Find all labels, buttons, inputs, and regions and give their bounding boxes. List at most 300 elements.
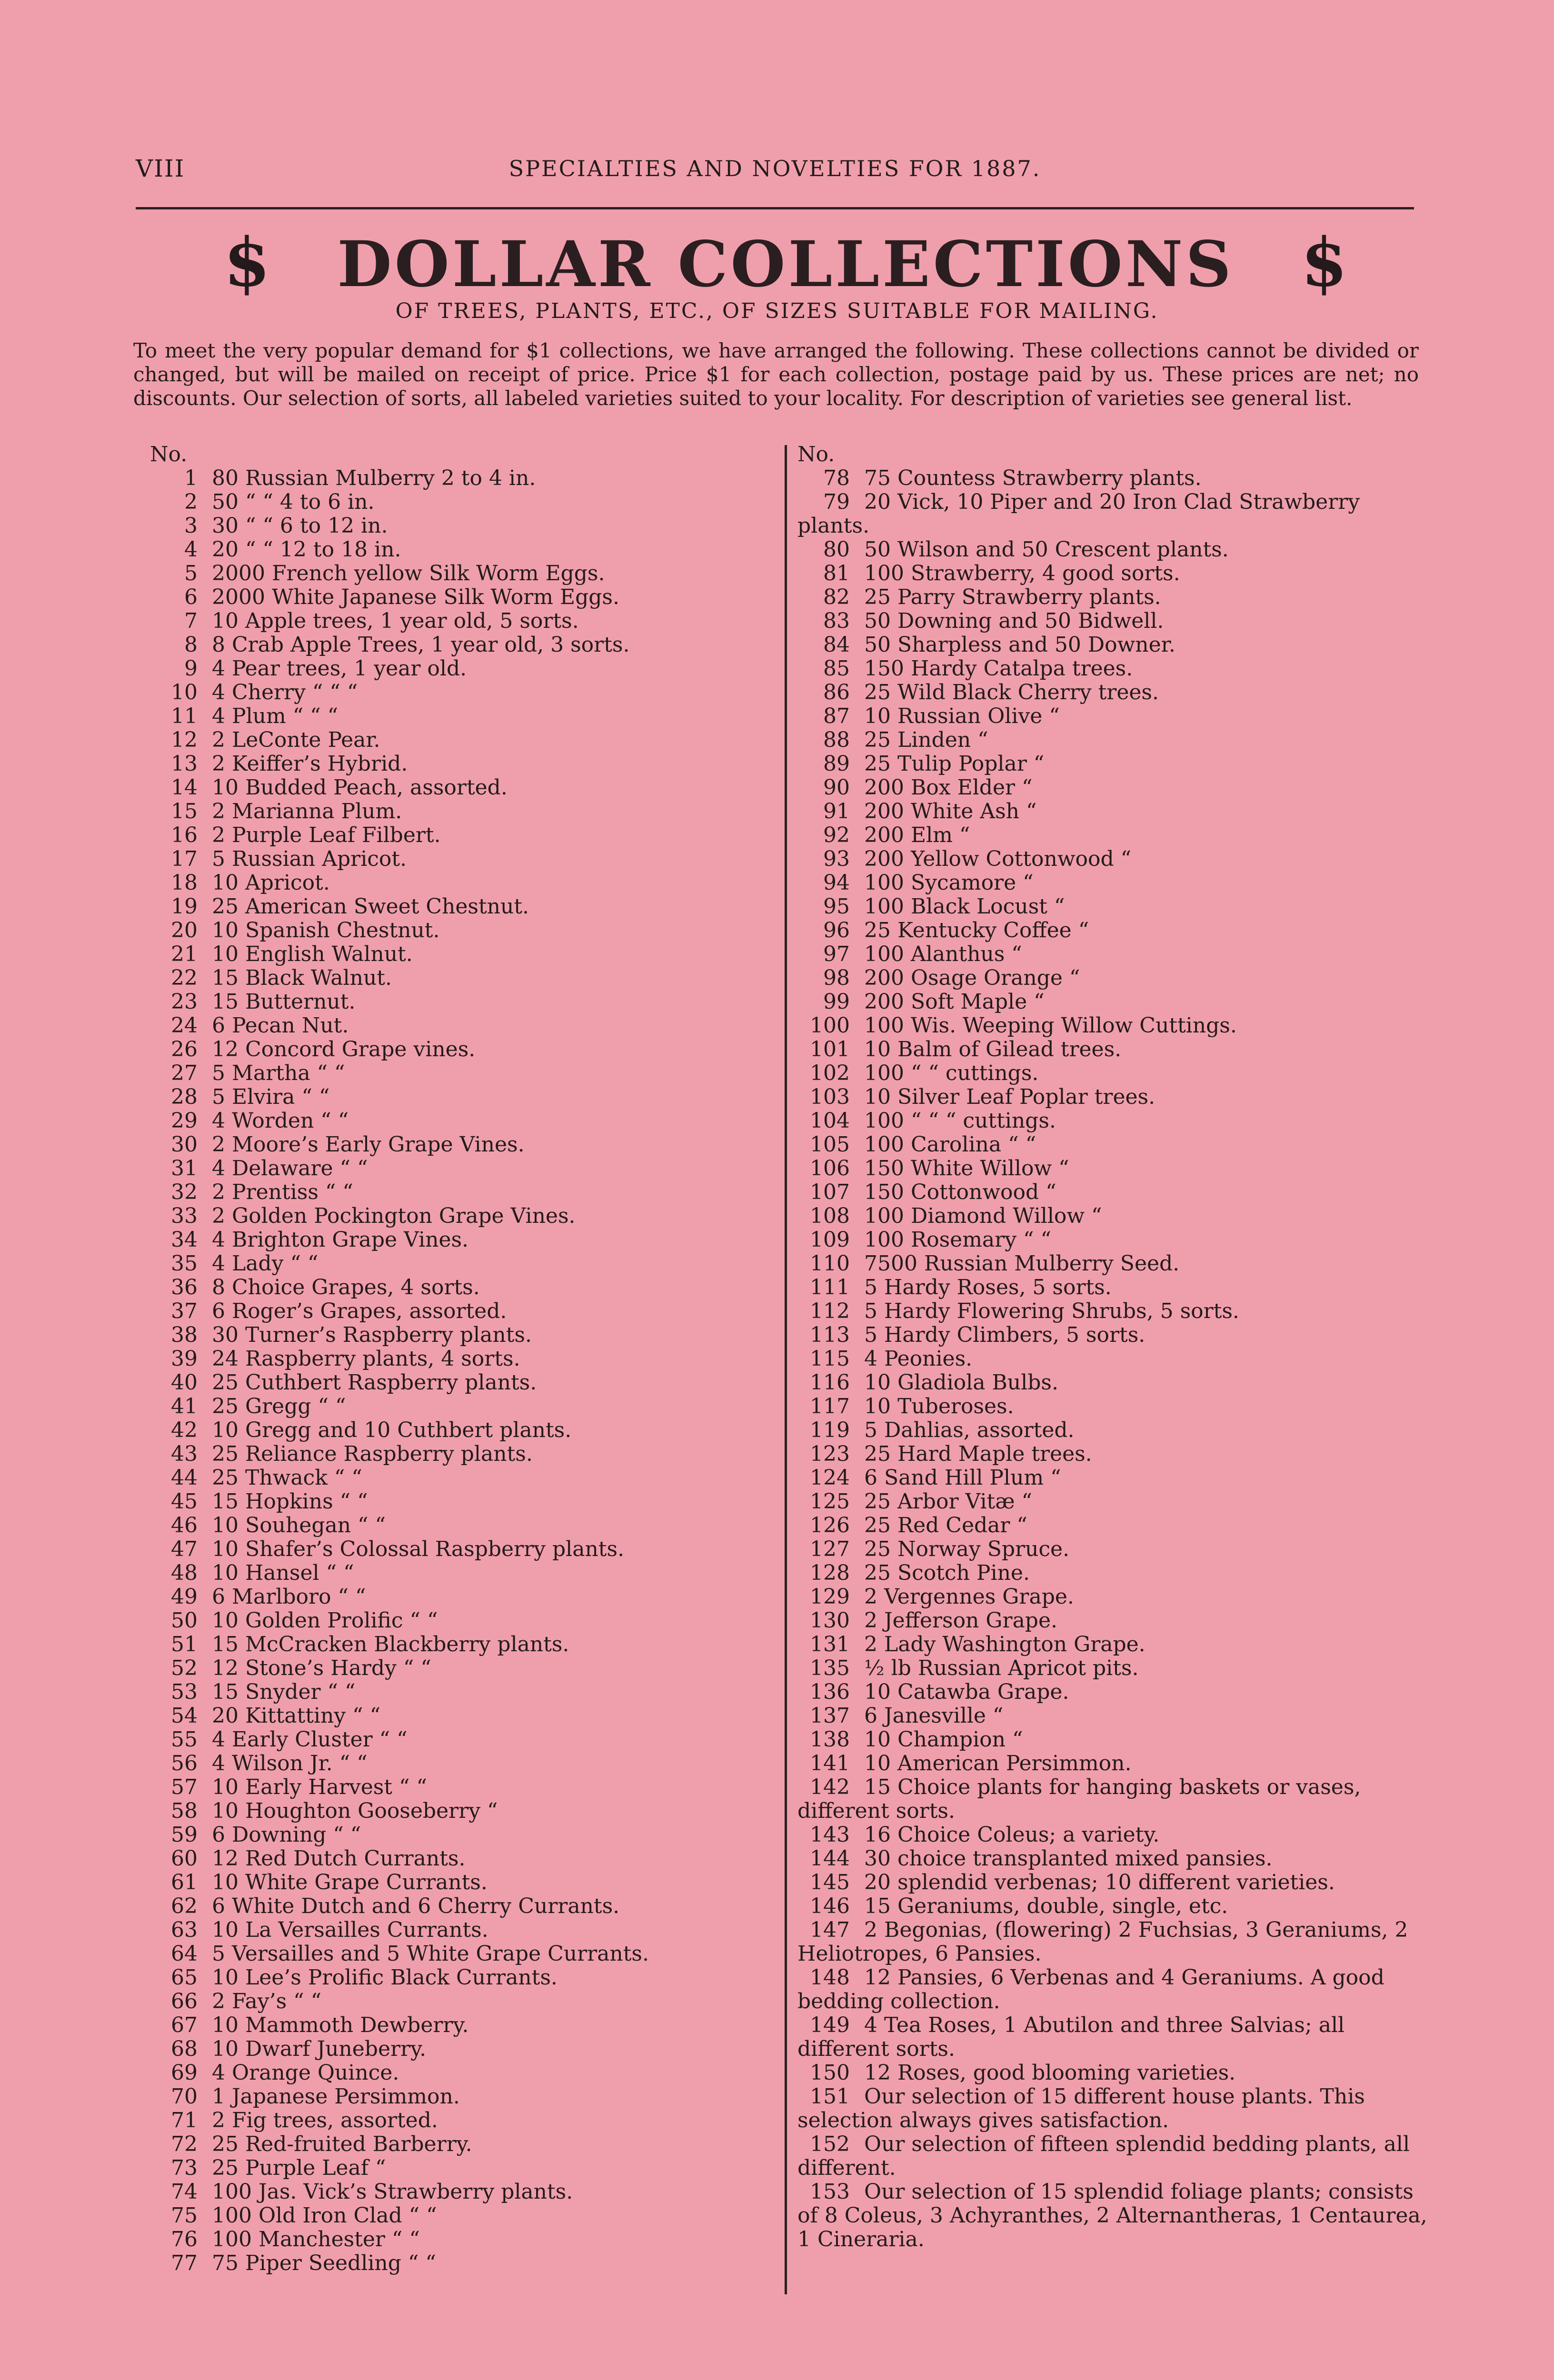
collection-description: 6 Janesville “ [864,1704,1004,1728]
collection-number: 45 [171,1489,198,1514]
collection-entry [150,1038,774,1061]
collection-description: 100 Sycamore “ [864,871,1034,895]
collection-number: 146 [810,1894,850,1918]
collection-entry [797,776,1431,800]
collection-entry [150,1561,774,1585]
collection-number: 131 [810,1632,850,1656]
collection-entry [797,538,1431,562]
collection-number: 21 [171,942,198,966]
collection-number: 127 [810,1537,850,1561]
collection-number: 87 [823,704,850,728]
collection-entry [150,657,774,681]
collection-entry [797,919,1431,942]
collection-description: 10 White Grape Currants. [212,1870,488,1894]
collection-description: 100 Carolina “ “ [864,1132,1036,1157]
collection-description: 25 Scotch Pine. [864,1561,1030,1585]
collection-number: 97 [823,942,850,966]
collection-description: 20 Kittattiny “ “ [212,1704,381,1728]
collection-entry [150,1204,774,1228]
collection-entry [797,1537,1431,1561]
collection-number: 61 [171,1870,198,1894]
collection-number: 49 [171,1585,198,1609]
collection-number: 113 [810,1323,850,1347]
collection-description: 200 Osage Orange “ [864,966,1080,990]
collection-entry [797,1561,1431,1585]
collection-description: 10 Souhegan “ “ [212,1513,386,1537]
collection-number: 99 [823,990,850,1014]
collection-description: 6 Roger’s Grapes, assorted. [212,1299,507,1323]
collection-entry [150,1966,774,1990]
right-column [797,443,1431,2251]
collection-entry [797,728,1431,752]
collection-entry [150,1990,774,2013]
collection-entry [797,823,1431,847]
collection-entry [797,1204,1431,1228]
collection-entry [150,1537,774,1561]
collection-entry [150,1609,774,1633]
collection-description: 4 Wilson Jr. “ “ [212,1751,368,1775]
collection-number: 143 [810,1823,850,1847]
collection-entry [150,1918,774,1942]
collection-number: 93 [823,847,850,871]
collection-number: 4 [184,537,198,562]
collection-description: 10 Gladiola Bulbs. [864,1370,1058,1395]
collection-description: 2 Purple Leaf Filbert. [212,823,441,847]
collection-description: 5 Hardy Flowering Shrubs, 5 sorts. [864,1299,1239,1323]
collection-entry [797,800,1431,823]
collection-entry [797,681,1431,704]
collection-entry [797,1490,1431,1514]
collection-entry [797,704,1431,728]
collection-number: 18 [171,871,198,895]
collection-number: 35 [171,1251,198,1276]
collection-description: 12 Pansies, 6 Verbenas and 4 Geraniums. A good bedding collection. [797,1965,1385,2013]
collection-description: 200 Yellow Cottonwood “ [864,847,1132,871]
collection-entry [150,633,774,657]
collection-entry [150,800,774,823]
collection-entry [797,657,1431,681]
collection-number: 138 [810,1727,850,1752]
collection-number: 57 [171,1775,198,1799]
collection-number: 72 [171,2132,198,2156]
collection-description: 200 White Ash “ [864,799,1037,823]
intro-paragraph [133,339,1419,410]
collection-entry [797,1323,1431,1347]
collection-number: 66 [171,1989,198,2013]
collection-number: 22 [171,966,198,990]
collection-entry [797,1585,1431,1609]
collection-number: 88 [823,728,850,752]
collection-entry [797,1252,1431,1276]
collection-entry [150,2085,774,2109]
collection-number: 48 [171,1561,198,1585]
collection-entry [797,1276,1431,1299]
collection-description: 20 Vick, 10 Piper and 20 Iron Clad Strawberry plants. [797,490,1360,538]
collection-number: 130 [810,1608,850,1633]
collection-number: 105 [810,1132,850,1157]
collection-number: 144 [810,1846,850,1871]
collection-entry [797,1704,1431,1728]
right-list [797,466,1431,2251]
collection-entry [797,1371,1431,1395]
collection-number: 24 [171,1013,198,1038]
collection-entry [150,1728,774,1752]
collection-description: 2 Lady Washington Grape. [864,1632,1146,1656]
collection-number: 3 [184,514,198,538]
collection-entry [150,1823,774,1847]
collection-entry [150,1371,774,1395]
collection-entry [797,990,1431,1014]
collection-entry [150,1299,774,1323]
collection-entry [150,2013,774,2037]
collection-entry [150,1490,774,1514]
collection-number: 33 [171,1204,198,1228]
collection-description: 10 Early Harvest “ “ [212,1775,428,1799]
collection-description: 100 Manchester “ “ [212,2227,420,2251]
collection-entry [797,1109,1431,1133]
collection-entry [797,562,1431,585]
collection-entry [150,2037,774,2061]
collection-description: 5 Dahlias, assorted. [864,1418,1075,1442]
collection-number: 123 [810,1442,850,1466]
collection-entry [797,942,1431,966]
collection-number: 129 [810,1585,850,1609]
collection-number: 78 [823,466,850,490]
collection-description: 10 Silver Leaf Poplar trees. [864,1085,1156,1109]
intro-text: To meet the very popular demand for $1 collections, we have arranged the following. These collections cannot be divided or changed, but will be mailed on receipt of price. Price $1 for each collection, postage paid by us. These prices are net; no discounts. Our selection of sorts, all labeled varieties suited to your locality. For description of varieties see general list. [133,339,1419,410]
collection-entry [150,1347,774,1371]
collection-number: 64 [171,1942,198,1966]
collection-description: 10 Mammoth Dewberry. [212,2013,469,2037]
collection-number: 55 [171,1727,198,1752]
collection-number: 16 [171,823,198,847]
collection-description: 20 splendid verbenas; 10 different varieties. [864,1870,1335,1894]
collection-number: 59 [171,1823,198,1847]
collection-number: 116 [810,1370,850,1395]
collection-number: 46 [171,1513,198,1537]
collection-entry [150,871,774,895]
collection-description: 10 Balm of Gilead trees. [864,1037,1122,1061]
collection-entry [150,1442,774,1466]
collection-entry [150,1633,774,1656]
collection-number: 80 [823,537,850,562]
collection-description: 150 White Willow “ [864,1156,1069,1180]
collection-number: 71 [171,2108,198,2132]
collection-number: 52 [171,1656,198,1680]
collection-entry [150,2251,774,2275]
collection-description: 25 American Sweet Chestnut. [212,894,529,919]
collection-number: 26 [171,1037,198,1061]
collection-entry [797,1466,1431,1490]
collection-entry [150,1847,774,1871]
collection-description: 10 Golden Prolific “ “ [212,1608,438,1633]
collection-entry [797,1609,1431,1633]
collection-number: 86 [823,680,850,704]
collection-description: 25 Cuthbert Raspberry plants. [212,1370,537,1395]
collection-entry [797,1680,1431,1704]
collection-number: 40 [171,1370,198,1395]
collection-entry [797,490,1431,538]
collection-number: 153 [810,2180,850,2204]
collection-entry [150,1085,774,1109]
collection-entry [150,1680,774,1704]
collection-entry [150,704,774,728]
collection-entry [150,585,774,609]
collection-description: 8 Choice Grapes, 4 sorts. [212,1275,480,1299]
collection-description: 25 Hard Maple trees. [864,1442,1092,1466]
collection-entry [150,1942,774,1966]
collection-description: 2000 White Japanese Silk Worm Eggs. [212,585,619,609]
collection-entry [150,1157,774,1180]
collection-entry [797,1894,1431,1918]
collection-number: 128 [810,1561,850,1585]
collection-description: 2 Marianna Plum. [212,799,402,823]
collection-description: 6 Downing “ “ [212,1823,361,1847]
collection-entry [797,466,1431,490]
collection-number: 42 [171,1418,198,1442]
collection-description: 25 Linden “ [864,728,988,752]
collection-number: 151 [810,2084,850,2109]
collection-entry [797,1633,1431,1656]
collection-description: 25 Norway Spruce. [864,1537,1070,1561]
collection-number: 94 [823,871,850,895]
collection-number: 10 [171,680,198,704]
collection-description: 25 Arbor Vitæ “ [864,1489,1033,1514]
collection-number: 141 [810,1751,850,1775]
collection-description: 1 Japanese Persimmon. [212,2084,460,2109]
collection-number: 85 [823,656,850,681]
column-header-left: No. [150,442,188,466]
collection-number: 31 [171,1156,198,1180]
collection-description: 10 Hansel “ “ [212,1561,354,1585]
collection-entry [150,1014,774,1038]
collection-number: 27 [171,1061,198,1085]
collection-number: 56 [171,1751,198,1775]
collection-entry [797,1133,1431,1157]
collection-number: 28 [171,1085,198,1109]
collection-entry [797,1085,1431,1109]
column-divider [785,445,787,2294]
collection-description: 4 Pear trees, 1 year old. [212,656,467,681]
collection-number: 36 [171,1275,198,1299]
collection-number: 20 [171,918,198,942]
collection-number: 89 [823,752,850,776]
collection-entry [797,2013,1431,2061]
collection-description: 100 Old Iron Clad “ “ [212,2203,437,2228]
collection-description: 10 Russian Olive “ [864,704,1060,728]
collection-entry [797,1061,1431,1085]
collection-number: 103 [810,1085,850,1109]
collection-description: 4 Worden “ “ [212,1109,349,1133]
collection-description: 5 Elvira “ “ [212,1085,330,1109]
collection-description: 4 Cherry “ “ “ [212,680,358,704]
collection-description: 30 choice transplanted mixed pansies. [864,1846,1273,1871]
collection-number: 54 [171,1704,198,1728]
collection-description: Our selection of 15 different house plants. This selection always gives satisfaction. [797,2084,1365,2132]
collection-description: 2 Vergennes Grape. [864,1585,1074,1609]
collection-description: 15 McCracken Blackberry plants. [212,1632,569,1656]
collection-description: 8 Crab Apple Trees, 1 year old, 3 sorts. [212,633,630,657]
collection-description: 10 La Versailles Currants. [212,1918,488,1942]
collection-number: 109 [810,1228,850,1252]
collection-entry [797,2132,1431,2180]
collection-description: 20 “ “ 12 to 18 in. [212,537,401,562]
collection-number: 117 [810,1394,850,1418]
collection-description: 10 Apricot. [212,871,330,895]
collection-entry [797,2061,1431,2085]
collection-number: 37 [171,1299,198,1323]
collection-entry [150,2204,774,2228]
collection-number: 115 [810,1347,850,1371]
collection-description: 50 Downing and 50 Bidwell. [864,609,1164,633]
collection-description: 75 Piper Seedling “ “ [212,2251,436,2275]
collection-description: 5 Versailles and 5 White Grape Currants. [212,1942,649,1966]
collection-description: 100 “ “ “ cuttings. [864,1109,1056,1133]
collection-number: 73 [171,2156,198,2180]
collection-number: 65 [171,1965,198,1990]
collection-number: 106 [810,1156,850,1180]
collection-number: 23 [171,990,198,1014]
collection-description: 25 Tulip Poplar “ [864,752,1045,776]
collection-number: 77 [171,2251,198,2275]
collection-number: 13 [171,752,198,776]
collection-number: 102 [810,1061,850,1085]
collection-entry [150,1894,774,1918]
collection-description: ½ lb Russian Apricot pits. [864,1656,1139,1680]
collection-number: 17 [171,847,198,871]
collection-number: 142 [810,1775,850,1799]
collection-number: 9 [184,656,198,681]
collection-description: 50 Sharpless and 50 Downer. [864,633,1175,657]
collection-entry [150,823,774,847]
collection-entry [797,585,1431,609]
page-title: DOLLAR COLLECTIONS [337,228,1234,301]
collection-number: 47 [171,1537,198,1561]
collection-number: 14 [171,775,198,800]
collection-number: 53 [171,1680,198,1704]
collection-description: 4 Plum “ “ “ [212,704,339,728]
collection-description: Our selection of fifteen splendid bedding plants, all different. [797,2132,1410,2180]
collection-entry [150,895,774,919]
collection-description: 5 Martha “ “ [212,1061,345,1085]
collection-number: 7 [184,609,198,633]
collection-description: 4 Peonies. [864,1347,973,1371]
collection-description: 200 Box Elder “ [864,775,1033,800]
collection-description: 10 Apple trees, 1 year old, 5 sorts. [212,609,579,633]
collection-description: 50 “ “ 4 to 6 in. [212,490,375,514]
collection-description: 10 Champion “ [864,1727,1023,1752]
collection-description: 2 Golden Pockington Grape Vines. [212,1204,576,1228]
collection-description: 15 Choice plants for hanging baskets or vases, different sorts. [797,1775,1361,1823]
collection-entry [797,1395,1431,1418]
collection-entry [150,2061,774,2085]
collection-entry [797,633,1431,657]
collection-description: 6 Sand Hill Plum “ [864,1466,1061,1490]
collection-number: 44 [171,1466,198,1490]
collection-description: 100 Alanthus “ [864,942,1022,966]
collection-entry [797,1752,1431,1775]
collection-number: 74 [171,2180,198,2204]
collection-description: 30 Turner’s Raspberry plants. [212,1323,532,1347]
collection-description: 15 Black Walnut. [212,966,392,990]
collection-description: 100 Jas. Vick’s Strawberry plants. [212,2180,573,2204]
collection-entry [797,2085,1431,2132]
collection-number: 83 [823,609,850,633]
collection-number: 29 [171,1109,198,1133]
page-header [136,150,1414,188]
collection-entry [150,942,774,966]
collection-number: 125 [810,1489,850,1514]
collection-entry [797,1347,1431,1371]
collection-description: 25 Purple Leaf “ [212,2156,386,2180]
collection-entry [150,1585,774,1609]
collection-description: 12 Roses, good blooming varieties. [864,2061,1236,2085]
collection-number: 34 [171,1228,198,1252]
collection-number: 63 [171,1918,198,1942]
collection-number: 98 [823,966,850,990]
collection-description: 80 Russian Mulberry 2 to 4 in. [212,466,536,490]
column-header-right: No. [797,442,835,466]
collection-description: 150 Hardy Catalpa trees. [864,656,1133,681]
collection-number: 8 [184,633,198,657]
collection-number: 6 [184,585,198,609]
collection-description: 5 Hardy Climbers, 5 sorts. [864,1323,1146,1347]
collection-entry [150,1109,774,1133]
collection-number: 69 [171,2061,198,2085]
collection-number: 135 [810,1656,850,1680]
collection-number: 2 [184,490,198,514]
collection-number: 107 [810,1180,850,1204]
collection-description: 4 Brighton Grape Vines. [212,1228,469,1252]
collection-number: 51 [171,1632,198,1656]
collection-description: 2 Fay’s “ “ [212,1989,322,2013]
collection-description: 100 Diamond Willow “ [864,1204,1102,1228]
collection-number: 58 [171,1799,198,1823]
collection-number: 147 [810,1918,850,1942]
collection-number: 92 [823,823,850,847]
collection-entry [150,514,774,538]
collection-entry [797,1014,1431,1038]
collection-entry [150,1061,774,1085]
collection-number: 152 [810,2132,850,2156]
collection-number: 150 [810,2061,850,2085]
collection-entry [150,1276,774,1299]
collection-number: 76 [171,2227,198,2251]
collection-description: 25 Red-fruited Barberry. [212,2132,472,2156]
collection-entry [150,752,774,776]
collection-entry [797,1728,1431,1752]
collection-entry [797,1442,1431,1466]
collection-entry [150,2109,774,2132]
collection-description: 4 Early Cluster “ “ [212,1727,408,1752]
collection-number: 126 [810,1513,850,1537]
collection-number: 101 [810,1037,850,1061]
collection-description: 15 Geraniums, double, single, etc. [864,1894,1228,1918]
collection-entry [150,1514,774,1537]
collection-entry [150,1466,774,1490]
collection-description: 15 Snyder “ “ [212,1680,356,1704]
collection-entry [150,1704,774,1728]
collection-description: 12 Stone’s Hardy “ “ [212,1656,431,1680]
collection-entry [797,1918,1431,1966]
collection-entry [150,1418,774,1442]
collection-entry [797,1656,1431,1680]
collection-description: 10 Dwarf Juneberry. [212,2037,427,2061]
collection-description: 4 Delaware “ “ [212,1156,368,1180]
collection-entry [150,609,774,633]
collection-number: 124 [810,1466,850,1490]
collection-number: 11 [171,704,198,728]
